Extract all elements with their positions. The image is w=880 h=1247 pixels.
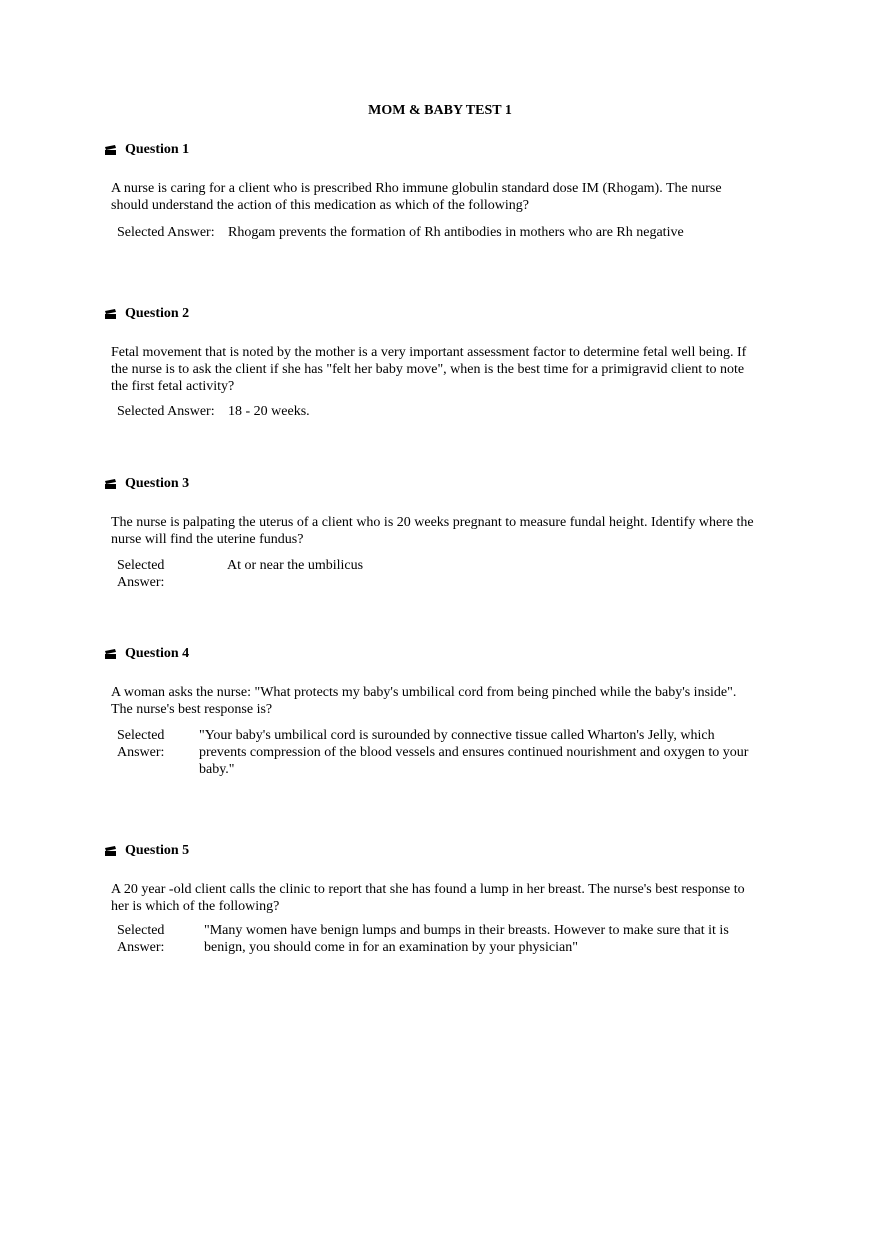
question-1-text: A nurse is caring for a client who is prescribed Rho immune globulin standard dose IM (Rhogam). The nurse should understand the action of this medication as which of the following? (111, 181, 722, 213)
question-marker-icon (104, 648, 117, 660)
question-3-title: Question 3 (125, 476, 190, 491)
question-2-answer-row (117, 403, 788, 420)
question-5-title: Question 5 (125, 843, 190, 858)
question-3-text: The nurse is palpating the uterus of a client who is 20 weeks pregnant to measure fundal height. Identify where the nurse will find the uterine fundus? (111, 515, 754, 547)
question-4-answer-row (117, 727, 749, 778)
page-title: MOM & BABY TEST 1 (368, 103, 512, 118)
question-marker-icon (104, 144, 117, 156)
question-4-answer-label: Selected Answer: (117, 728, 165, 760)
question-1-answer: Rhogam prevents the formation of Rh antibodies in mothers who are Rh negative (228, 225, 684, 240)
question-1-answer-label: Selected Answer: (117, 225, 215, 240)
question-2-answer: 18 - 20 weeks. (228, 404, 310, 419)
question-1-header (104, 141, 189, 158)
question-4-answer: "Your baby's umbilical cord is surounded by connective tissue called Wharton's Jelly, which prevents compression of the blood vessels and ensures continued nourishment and oxygen to your baby." (199, 728, 749, 777)
question-4-header (104, 645, 189, 662)
question-5-answer: "Many women have benign lumps and bumps in their breasts. However to make sure that it is benign, you should come in for an examination by your physician" (204, 923, 729, 955)
question-3-answer-label: Selected Answer: (117, 558, 165, 590)
question-2-answer-label: Selected Answer: (117, 404, 215, 419)
question-5-header (104, 842, 189, 859)
question-3-answer: At or near the umbilicus (227, 558, 364, 573)
question-5-answer-label: Selected Answer: (117, 923, 165, 955)
question-5-text: A 20 year -old client calls the clinic to report that she has found a lump in her breast. The nurse's best response to her is which of the following? (111, 882, 745, 914)
question-4-title: Question 4 (125, 646, 190, 661)
question-3-header (104, 475, 189, 492)
question-2-header (104, 305, 189, 322)
question-marker-icon (104, 478, 117, 490)
question-5-answer-row (117, 922, 754, 956)
question-marker-icon (104, 308, 117, 320)
question-2-title: Question 2 (125, 306, 190, 321)
question-3-answer-row (117, 557, 747, 591)
question-1-title: Question 1 (125, 142, 190, 157)
question-2-text: Fetal movement that is noted by the mother is a very important assessment factor to determine fetal well being. If the nurse is to ask the client if she has "felt her baby move", when is the best time for a primigravid client to note the first fetal activity? (111, 345, 747, 394)
question-1-answer-row (117, 224, 788, 241)
question-marker-icon (104, 845, 117, 857)
question-4-text: A woman asks the nurse: "What protects my baby's umbilical cord from being pinched while the baby's inside". The nurse's best response is? (111, 685, 737, 717)
